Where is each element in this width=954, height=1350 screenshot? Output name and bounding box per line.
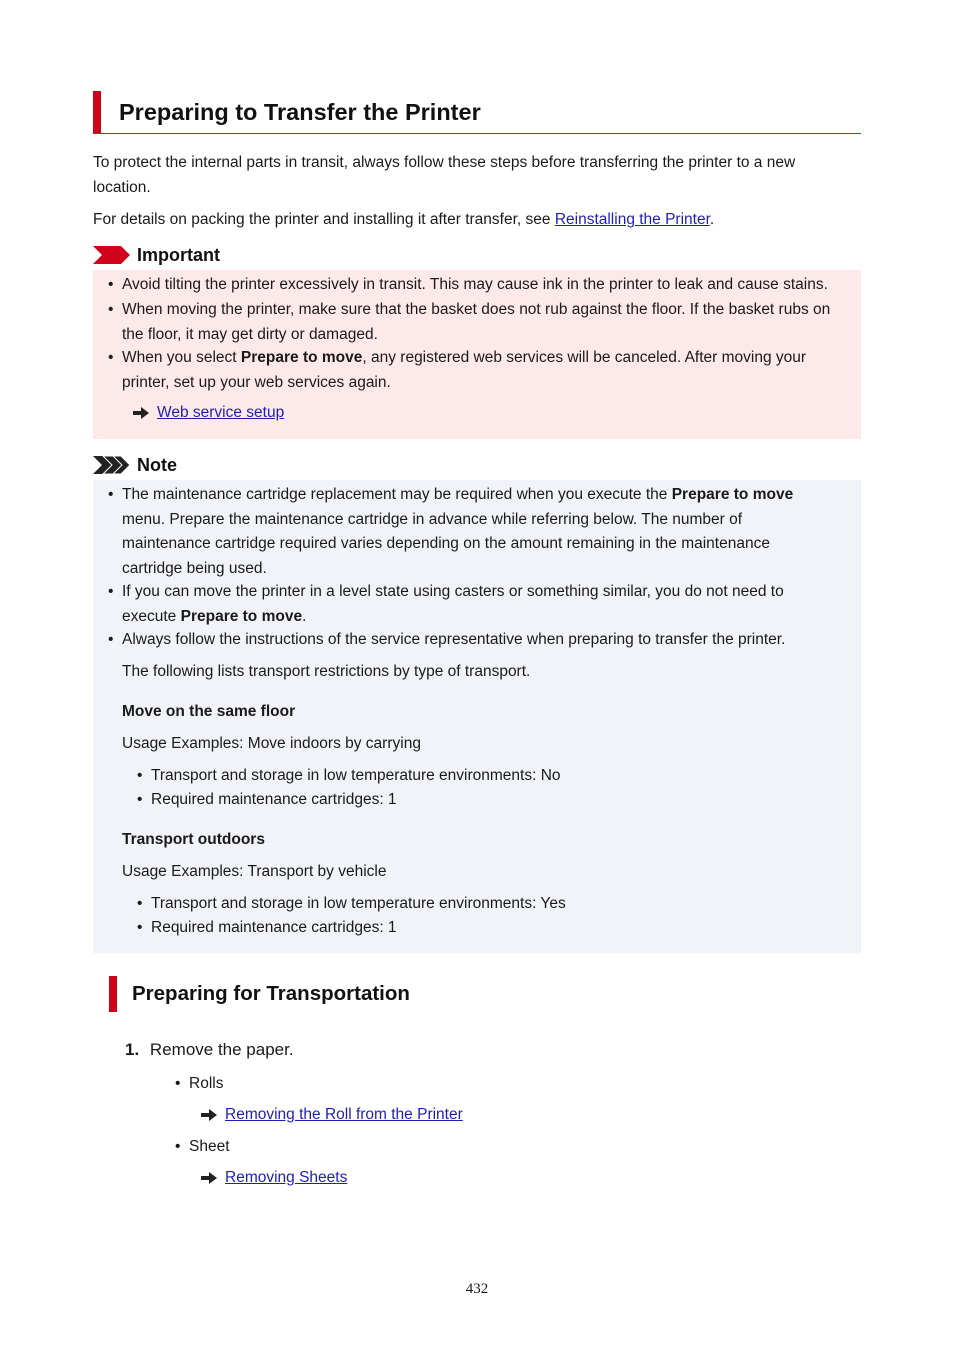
web-service-setup-link[interactable]: Web service setup [157, 404, 285, 421]
important-item-2 [108, 298, 858, 347]
bullet: • [108, 631, 114, 648]
note-item-2-line-1: If you can move the printer in a level state using casters or something similar, you do not need to [122, 583, 784, 600]
bullet: • [175, 1138, 181, 1155]
group-2-bullet-1-text: Transport and storage in low temperature environments: Yes [151, 895, 566, 912]
page-heading [93, 91, 861, 134]
important-item-3-line-2: printer, set up your web services again. [122, 373, 391, 391]
bullet: • [137, 919, 143, 936]
reinstalling-printer-link[interactable]: Reinstalling the Printer [554, 211, 710, 228]
removing-sheets-link[interactable]: Removing Sheets [225, 1169, 348, 1186]
details-paragraph [93, 208, 853, 233]
prepare-to-move-term: Prepare to move [671, 486, 794, 503]
note-item-1-line-1 [122, 483, 793, 508]
note-item-1-line-2: menu. Prepare the maintenance cartridge in advance while referring below. The number of [122, 510, 743, 528]
important-heading [93, 243, 220, 267]
heading-accent-bar [93, 91, 101, 133]
group-1-heading: Move on the same floor [122, 703, 296, 720]
rolls-label: Rolls [189, 1075, 224, 1092]
important-arrows-icon [93, 246, 131, 264]
bullet: • [137, 791, 143, 808]
note-item-2-prefix: execute [122, 607, 181, 625]
group-1-bullet-2-text: Required maintenance cartridges: 1 [151, 791, 397, 808]
note-item-2-line-2 [122, 605, 784, 630]
step-number: 1. [125, 1040, 140, 1059]
bullet: • [108, 486, 114, 503]
note-item-3-text: Always follow the instructions of the service representative when preparing to transfer the printer. [122, 631, 786, 648]
arrow-right-icon [201, 1109, 217, 1121]
intro-line-2: location. [93, 178, 151, 196]
note-box [93, 480, 861, 953]
important-item-3 [108, 346, 858, 395]
note-item-1-prefix: The maintenance cartridge replacement may be required when you execute the [122, 486, 672, 503]
note-item-2-suffix: . [302, 607, 307, 625]
important-item-2-line-2: the floor, it may get dirty or damaged. [122, 325, 378, 343]
important-item-3-line-1 [122, 346, 806, 371]
details-text: For details on packing the printer and installing it after transfer, see [93, 211, 555, 228]
intro-line-1: To protect the internal parts in transit, always follow these steps before transferring the printer to a new [93, 154, 796, 171]
important-item-3-suffix: , any registered web services will be canceled. After moving your [362, 349, 807, 366]
important-item-3-prefix: When you select [122, 349, 241, 366]
bullet: • [137, 895, 143, 912]
note-arrows-icon [93, 456, 131, 474]
group-1-bullet-1-text: Transport and storage in low temperature environments: No [151, 767, 561, 784]
note-item-1-line-3: maintenance cartridge required varies depending on the amount remaining in the maintenance [122, 535, 770, 552]
note-label: Note [137, 454, 177, 475]
intro-paragraph [93, 151, 853, 200]
section-accent-bar [109, 976, 117, 1012]
step-text: Remove the paper. [149, 1040, 294, 1059]
web-service-link-row [133, 404, 284, 422]
bullet: • [108, 583, 114, 600]
prepare-to-move-term: Prepare to move [240, 349, 363, 366]
arrow-right-icon [201, 1172, 217, 1184]
sheet-label: Sheet [189, 1138, 230, 1155]
removing-roll-link[interactable]: Removing the Roll from the Printer [225, 1106, 463, 1123]
bullet: • [108, 301, 114, 318]
important-label: Important [137, 244, 220, 265]
bullet: • [108, 349, 114, 366]
important-item-2-line-1: When moving the printer, make sure that the basket does not rub against the floor. If the basket rubs on [122, 301, 831, 318]
note-item-2 [108, 580, 858, 629]
details-period: . [709, 211, 715, 228]
important-item-1-text: Avoid tilting the printer excessively in transit. This may cause ink in the printer to leak and cause stains. [122, 276, 828, 293]
arrow-right-icon [133, 407, 149, 419]
important-box [93, 270, 861, 439]
note-item-1 [108, 483, 858, 581]
rolls-link-row [201, 1106, 463, 1124]
note-heading [93, 453, 177, 477]
page-number: 432 [465, 1281, 489, 1297]
group-2-heading: Transport outdoors [122, 831, 265, 848]
bullet: • [175, 1075, 181, 1092]
page-title: Preparing to Transfer the Printer [119, 99, 481, 125]
prepare-to-move-term: Prepare to move [180, 607, 303, 625]
sheet-link-row [201, 1169, 347, 1187]
bullet: • [137, 767, 143, 784]
group-2-usage: Usage Examples: Transport by vehicle [122, 863, 387, 880]
step-1 [125, 1039, 294, 1061]
section-title: Preparing for Transportation [132, 982, 410, 1005]
group-1-usage: Usage Examples: Move indoors by carrying [122, 735, 421, 752]
group-2-bullet-2-text: Required maintenance cartridges: 1 [151, 919, 397, 936]
note-item-1-line-4: cartridge being used. [122, 559, 267, 577]
restrictions-intro: The following lists transport restrictions by type of transport. [122, 663, 531, 680]
bullet: • [108, 276, 114, 293]
